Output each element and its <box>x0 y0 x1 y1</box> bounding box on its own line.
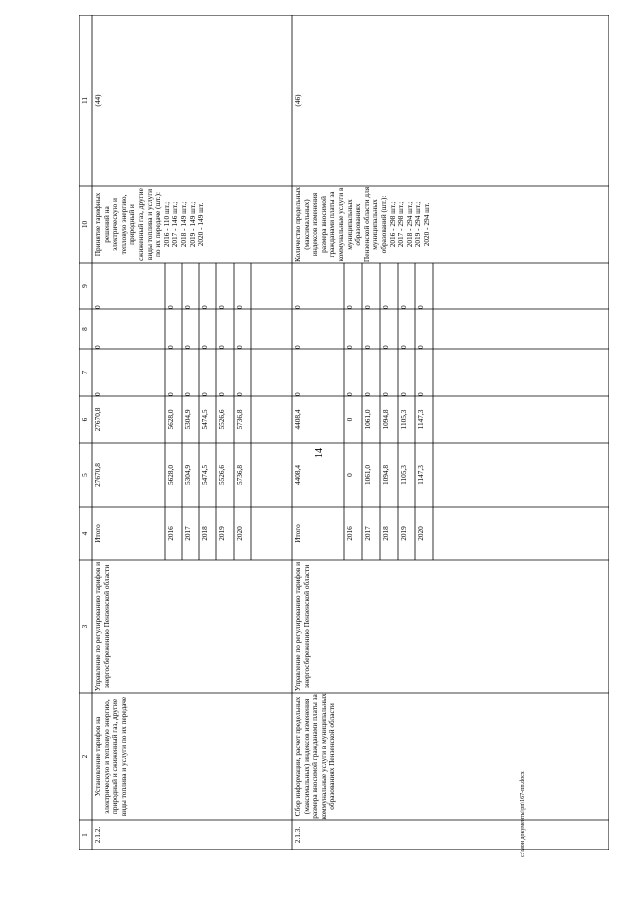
value-regional-cell: 5628,0 <box>166 409 175 430</box>
value-other-cell: 0 <box>235 305 244 309</box>
indicator-link: (46) <box>293 94 302 107</box>
value-other-cell: 0 <box>416 305 425 309</box>
value-regional-cell: 1061,0 <box>363 409 372 430</box>
indicator-link: (44) <box>93 94 102 107</box>
value-regional-cell: 1147,3 <box>416 409 425 430</box>
value-local-cell: 0 <box>345 345 354 349</box>
value-total-cell: 5304,9 <box>183 464 192 486</box>
year-cell: 2020 <box>235 526 244 541</box>
value-total-cell: 5526,6 <box>217 464 226 486</box>
value-total-cell: 1105,3 <box>399 465 408 485</box>
value-federal-cell: 0 <box>399 392 408 396</box>
value-total-cell: 1061,0 <box>363 464 372 486</box>
value-local-cell: 0 <box>381 345 390 349</box>
header-col-2: 2 <box>80 754 89 759</box>
value-local-cell: 0 <box>235 345 244 349</box>
table-grid <box>79 15 609 850</box>
value-federal-cell: 0 <box>166 392 175 396</box>
header-col-10: 10 <box>80 220 89 229</box>
header-col-6: 6 <box>80 417 89 422</box>
header-col-7: 7 <box>80 370 89 375</box>
value-local-cell: 0 <box>183 345 192 349</box>
value-total-cell: 0 <box>345 473 354 477</box>
value-other-cell: 0 <box>381 305 390 309</box>
value-local-cell: 0 <box>416 345 425 349</box>
value-local-cell: 0 <box>399 345 408 349</box>
value-regional-cell: 0 <box>345 417 354 422</box>
indicator-text: Количество предельных (максимальных) индексов изменения размера вносимой гражданами платы за коммунальные услуги в муниципальных образованиях Пензенской области для муниципальных образований (шт.): 2016 - 298 шт.; 2017 - 298 шт.; 2018 - 294 шт.; 2019 - 294 шт.; 2020 - 294 шт. <box>293 186 431 263</box>
row-number: 2.1.3. <box>293 826 302 844</box>
value-other-cell: 0 <box>93 305 102 309</box>
value-federal-cell: 0 <box>183 392 192 396</box>
header-col-11: 11 <box>80 96 89 105</box>
value-regional-cell: 27670,8 <box>93 407 102 432</box>
value-other-cell: 0 <box>345 305 354 309</box>
value-federal-cell: 0 <box>293 392 302 396</box>
program-table <box>79 15 609 850</box>
executor-name: Управление по регулированию тарифов и энергосбережению Пензенской области <box>293 561 311 692</box>
year-cell: 2018 <box>200 526 209 541</box>
footer-file-path: c:\мои документы\рп\167-пп.docx <box>520 771 526 857</box>
value-federal-cell: 0 <box>217 392 226 396</box>
measure-name: Установление тарифов на электрическую и тепловую энергию, природный и сжиженный газ, другие виды топлива и услуги по их передаче <box>93 696 128 817</box>
header-col-1: 1 <box>80 833 89 837</box>
value-other-cell: 0 <box>399 305 408 309</box>
value-regional-cell: 5304,9 <box>183 409 192 430</box>
value-total-cell: 1094,8 <box>381 464 390 486</box>
year-cell: 2017 <box>363 526 372 541</box>
value-federal-cell: 0 <box>416 392 425 396</box>
page-number: 14 <box>314 448 325 458</box>
value-other-cell: 0 <box>293 305 302 309</box>
year-cell: 2018 <box>381 526 390 541</box>
value-local-cell: 0 <box>93 345 102 349</box>
year-cell: Итого <box>293 524 302 543</box>
value-regional-cell: 1105,3 <box>399 409 408 430</box>
value-other-cell: 0 <box>183 305 192 309</box>
header-col-8: 8 <box>80 327 89 331</box>
value-federal-cell: 0 <box>200 392 209 396</box>
year-cell: 2019 <box>399 526 408 541</box>
value-local-cell: 0 <box>166 345 175 349</box>
value-other-cell: 0 <box>217 305 226 309</box>
value-regional-cell: 1094,8 <box>381 409 390 430</box>
year-cell: 2020 <box>416 526 425 541</box>
row-number: 2.1.2. <box>93 826 102 844</box>
value-federal-cell: 0 <box>345 392 354 396</box>
value-local-cell: 0 <box>293 345 302 349</box>
value-local-cell: 0 <box>200 345 209 349</box>
value-total-cell: 4408,4 <box>293 464 302 486</box>
value-regional-cell: 4408,4 <box>293 409 302 430</box>
value-local-cell: 0 <box>217 345 226 349</box>
year-cell: Итого <box>93 524 102 543</box>
value-other-cell: 0 <box>166 305 175 309</box>
value-federal-cell: 0 <box>93 392 102 396</box>
measure-name: Сбор информации, расчет предельных (максимальных) индексов изменения размера вносимой гражданами платы за коммунальные услуги в муниципальных образованиях Пензенской области <box>293 693 337 820</box>
value-total-cell: 5628,0 <box>166 464 175 486</box>
year-cell: 2019 <box>217 526 226 541</box>
indicator-text: Принятие тарифных решений на электрическую и тепловую энергию, природный и сжиженный газ, другие виды топлива и услуги по их передаче (шт.): 2016 - 110 шт.; 2017 - 146 шт.; 2018 - 149 шт.; 2019 - 149 шт.; 2020 - 149 шт. <box>93 188 206 261</box>
value-regional-cell: 5474,5 <box>200 409 209 430</box>
value-total-cell: 27670,8 <box>93 463 102 487</box>
header-col-9: 9 <box>80 284 89 288</box>
value-total-cell: 5474,5 <box>200 464 209 486</box>
executor-name: Управление по регулированию тарифов и энергосбережению Пензенской области <box>93 561 111 692</box>
year-cell: 2016 <box>345 526 354 541</box>
value-federal-cell: 0 <box>381 392 390 396</box>
value-total-cell: 5736,8 <box>235 464 244 486</box>
year-cell: 2016 <box>166 526 175 541</box>
year-cell: 2017 <box>183 526 192 541</box>
value-federal-cell: 0 <box>235 392 244 396</box>
value-regional-cell: 5736,8 <box>235 409 244 430</box>
header-col-3: 3 <box>80 624 89 629</box>
header-col-4: 4 <box>80 531 89 536</box>
value-local-cell: 0 <box>363 345 372 349</box>
value-federal-cell: 0 <box>363 392 372 396</box>
header-col-5: 5 <box>80 473 89 477</box>
value-other-cell: 0 <box>363 305 372 309</box>
value-total-cell: 1147,3 <box>416 465 425 485</box>
value-other-cell: 0 <box>200 305 209 309</box>
value-regional-cell: 5526,6 <box>217 409 226 430</box>
